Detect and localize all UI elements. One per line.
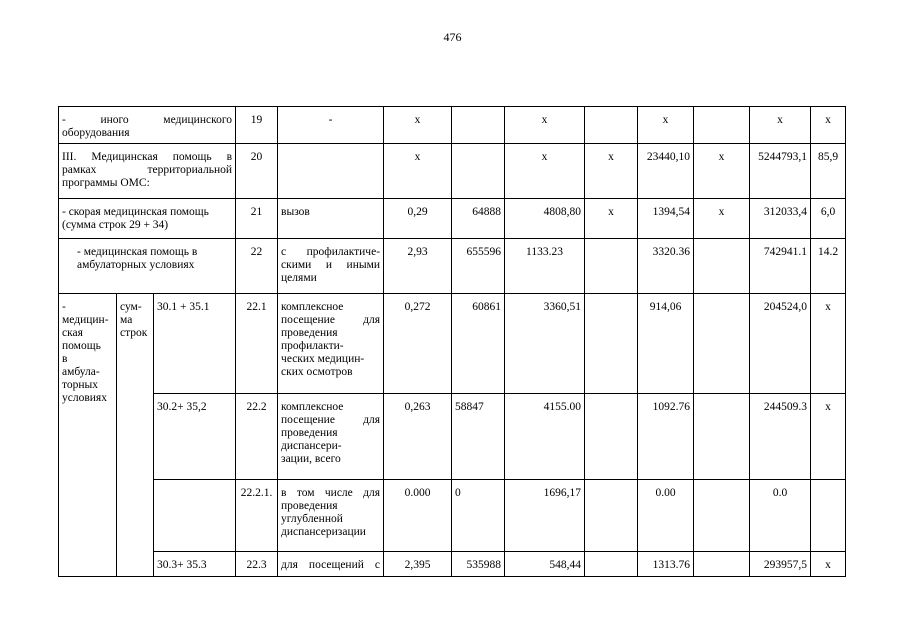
value-cell: 5244793,1 xyxy=(750,144,811,199)
group-label-line: медицин- xyxy=(62,314,109,326)
value-cell: 914,06 xyxy=(638,294,694,394)
page-number: 476 xyxy=(443,30,462,44)
value-cell: 64888 xyxy=(452,199,505,239)
value-cell xyxy=(811,480,846,552)
row-label xyxy=(59,239,236,294)
unit-line: целями xyxy=(281,272,317,284)
unit-line: с профилактиче- xyxy=(281,246,381,258)
label-line: - медицинская помощь в xyxy=(77,246,198,258)
value-cell: 548,44 xyxy=(505,552,585,577)
label-line: программы ОМС: xyxy=(62,177,150,189)
value-cell: 3360,51 xyxy=(505,294,585,394)
unit-line: профилакти- xyxy=(281,340,344,352)
value-cell: 244509.3 xyxy=(750,394,811,480)
value-cell: 6,0 xyxy=(811,199,846,239)
group-label-line: ская xyxy=(62,327,83,339)
table-row xyxy=(59,199,846,239)
value-cell: 3320.36 xyxy=(638,239,694,294)
value-cell: х xyxy=(811,294,846,394)
unit-line: ческих медицин- xyxy=(281,353,365,365)
source-lines: 30.1 + 35.1 xyxy=(154,294,236,394)
value-cell: 2,93 xyxy=(384,239,452,294)
group-label-line: - xyxy=(62,301,66,313)
value-cell xyxy=(585,239,638,294)
value-cell: х xyxy=(585,144,638,199)
table-row xyxy=(59,552,846,577)
value-cell: 14.2 xyxy=(811,239,846,294)
label-line: - скорая медицинская помощь xyxy=(62,206,209,218)
value-cell: 535988 xyxy=(452,552,505,577)
table-row xyxy=(59,239,846,294)
table-row xyxy=(59,107,846,144)
value-cell: 1696,17 xyxy=(505,480,585,552)
value-cell: 23440,10 xyxy=(638,144,694,199)
unit-line: диспансеризации xyxy=(281,526,366,538)
source-lines: 30.3+ 35.3 xyxy=(154,552,236,577)
row-number: 22 xyxy=(236,239,278,294)
unit-cell xyxy=(278,394,384,480)
value-cell: х xyxy=(694,199,750,239)
unit-cell: вызов xyxy=(278,199,384,239)
value-cell: 0,263 xyxy=(384,394,452,480)
value-cell xyxy=(694,107,750,144)
value-cell: х xyxy=(585,199,638,239)
value-cell xyxy=(452,144,505,199)
value-cell: 0 xyxy=(452,480,505,552)
value-cell: х xyxy=(811,552,846,577)
value-cell xyxy=(694,294,750,394)
sum-label-line: строк xyxy=(120,327,148,339)
value-cell: 1313.76 xyxy=(638,552,694,577)
value-cell: 60861 xyxy=(452,294,505,394)
unit-cell xyxy=(278,480,384,552)
unit-cell xyxy=(278,144,384,199)
value-cell xyxy=(694,394,750,480)
row-label xyxy=(59,199,236,239)
value-cell xyxy=(585,552,638,577)
value-cell xyxy=(452,107,505,144)
value-cell: х xyxy=(638,107,694,144)
value-cell: х xyxy=(750,107,811,144)
row-number: 19 xyxy=(236,107,278,144)
sum-label-line: ма xyxy=(120,314,133,326)
unit-line: ских осмотров xyxy=(281,366,353,378)
value-cell xyxy=(694,480,750,552)
unit-cell xyxy=(278,239,384,294)
table-row xyxy=(59,294,846,394)
value-cell: 1133.23 xyxy=(505,239,585,294)
group-label-line: условиях xyxy=(62,392,107,404)
value-cell: х xyxy=(694,144,750,199)
group-sum-label xyxy=(117,294,154,577)
value-cell: х xyxy=(811,394,846,480)
value-cell xyxy=(694,552,750,577)
source-lines: 30.2+ 35,2 xyxy=(154,394,236,480)
value-cell: 2,395 xyxy=(384,552,452,577)
unit-line: зации, всего xyxy=(281,453,341,465)
value-cell: 293957,5 xyxy=(750,552,811,577)
group-label-line: торных xyxy=(62,379,99,391)
value-cell: х xyxy=(505,144,585,199)
table-row xyxy=(59,480,846,552)
unit-line: посещение для xyxy=(281,414,381,426)
value-cell: х xyxy=(811,107,846,144)
unit-line: скими и иными xyxy=(281,259,381,271)
value-cell: 58847 xyxy=(452,394,505,480)
value-cell: 0.000 xyxy=(384,480,452,552)
value-cell: 0.0 xyxy=(750,480,811,552)
value-cell xyxy=(694,239,750,294)
label-line: рамках территориальной xyxy=(62,164,233,176)
label-line: (сумма строк 29 + 34) xyxy=(62,219,169,231)
value-cell: х xyxy=(384,144,452,199)
table-row xyxy=(59,394,846,480)
value-cell: 1394,54 xyxy=(638,199,694,239)
unit-line: в том числе для xyxy=(281,487,381,499)
row-number: 21 xyxy=(236,199,278,239)
label-line: - иного медицинского xyxy=(62,114,233,126)
unit-cell xyxy=(278,552,384,577)
row-number: 22.2.1. xyxy=(236,480,278,552)
group-label-line: амбула- xyxy=(62,366,100,378)
row-number: 22.1 xyxy=(236,294,278,394)
value-cell: 4808,80 xyxy=(505,199,585,239)
unit-line: диспансери- xyxy=(281,440,342,452)
value-cell: х xyxy=(384,107,452,144)
value-cell: х xyxy=(505,107,585,144)
group-label-line: в xyxy=(62,353,68,365)
value-cell: 742941.1 xyxy=(750,239,811,294)
unit-cell xyxy=(278,294,384,394)
source-lines xyxy=(154,480,236,552)
group-label-line: помощь xyxy=(62,340,101,352)
label-line: амбулаторных условиях xyxy=(77,259,195,271)
unit-line: комплексное xyxy=(281,401,344,413)
unit-line: проведения xyxy=(281,500,338,512)
value-cell: 312033,4 xyxy=(750,199,811,239)
row-number: 22.3 xyxy=(236,552,278,577)
unit-line: углубленной xyxy=(281,513,343,525)
value-cell: 0,272 xyxy=(384,294,452,394)
unit-line: посещение для xyxy=(281,314,381,326)
unit-line: проведения xyxy=(281,327,338,339)
row-label xyxy=(59,107,236,144)
unit-cell: - xyxy=(278,107,384,144)
row-label xyxy=(59,144,236,199)
value-cell xyxy=(585,294,638,394)
unit-line: комплексное xyxy=(281,301,344,313)
value-cell: 0.00 xyxy=(638,480,694,552)
value-cell xyxy=(585,394,638,480)
label-line: оборудования xyxy=(62,127,130,139)
row-number: 20 xyxy=(236,144,278,199)
value-cell: 0,29 xyxy=(384,199,452,239)
value-cell: 1092.76 xyxy=(638,394,694,480)
value-cell: 655596 xyxy=(452,239,505,294)
row-number: 22.2 xyxy=(236,394,278,480)
value-cell xyxy=(585,480,638,552)
value-cell xyxy=(585,107,638,144)
value-cell: 85,9 xyxy=(811,144,846,199)
sum-label-line: сум- xyxy=(120,301,142,313)
unit-line: проведения xyxy=(281,427,338,439)
table-row xyxy=(59,144,846,199)
value-cell: 4155.00 xyxy=(505,394,585,480)
data-table xyxy=(58,106,846,577)
label-line: III. Медицинская помощь в xyxy=(62,151,233,163)
value-cell: 204524,0 xyxy=(750,294,811,394)
unit-line: для посещений с xyxy=(281,559,381,571)
group-label xyxy=(59,294,117,577)
